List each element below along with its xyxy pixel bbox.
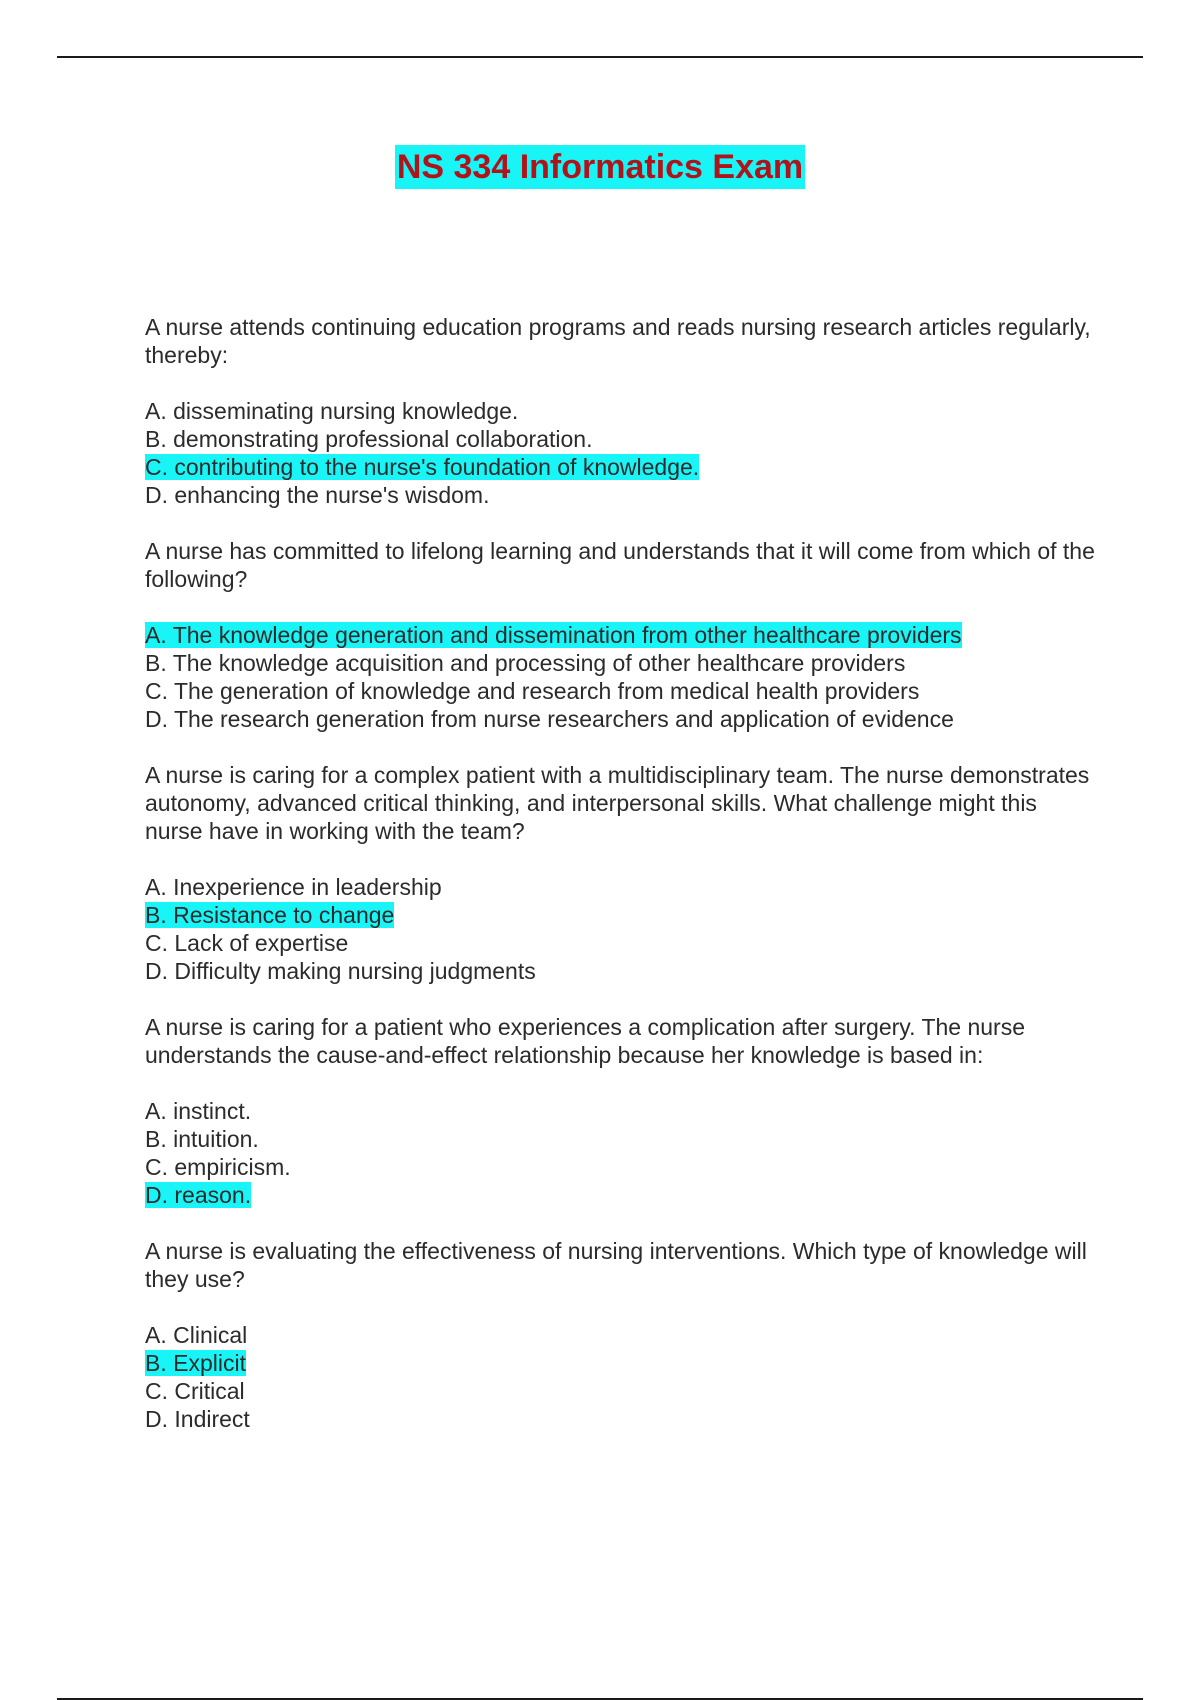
- answer-option: [145, 425, 1095, 453]
- answer-option: [145, 901, 1095, 929]
- answer-option: [145, 649, 1095, 677]
- answer-option: [145, 1377, 1095, 1405]
- answer-options: [145, 621, 1095, 733]
- highlighted-answer: B. Explicit: [145, 1350, 246, 1376]
- answer-option: [145, 1153, 1095, 1181]
- answer-label: D. Difficulty making nursing judgments: [145, 958, 536, 984]
- answer-options: [145, 873, 1095, 985]
- answer-option: [145, 1181, 1095, 1209]
- question-text: A nurse is evaluating the effectiveness of nursing interventions. Which type of knowledge will they use?: [145, 1238, 1087, 1292]
- answer-option: [145, 957, 1095, 985]
- answer-label: C. Lack of expertise: [145, 930, 349, 956]
- title-container: [0, 145, 1200, 189]
- answer-label: D. Indirect: [145, 1406, 250, 1432]
- exam-content: [145, 313, 1095, 1461]
- answer-option: [145, 705, 1095, 733]
- answer-option: [145, 1097, 1095, 1125]
- answer-label: D. The research generation from nurse researchers and application of evidence: [145, 706, 954, 732]
- answer-label: C. empiricism.: [145, 1154, 291, 1180]
- highlighted-answer: B. Resistance to change: [145, 902, 395, 928]
- answer-option: [145, 1405, 1095, 1433]
- answer-label: D. enhancing the nurse's wisdom.: [145, 482, 490, 508]
- answer-option: [145, 1349, 1095, 1377]
- answer-label: A. instinct.: [145, 1098, 252, 1124]
- highlighted-answer: A. The knowledge generation and dissemination from other healthcare providers: [145, 622, 962, 648]
- answer-options: [145, 397, 1095, 509]
- answer-option: [145, 453, 1095, 481]
- answer-label: C. Critical: [145, 1378, 245, 1404]
- highlighted-answer: D. reason.: [145, 1182, 252, 1208]
- answer-label: B. The knowledge acquisition and processing of other healthcare providers: [145, 650, 906, 676]
- answer-label: A. disseminating nursing knowledge.: [145, 398, 519, 424]
- answer-option: [145, 677, 1095, 705]
- highlighted-answer: C. contributing to the nurse's foundation of knowledge.: [145, 454, 700, 480]
- page-title: NS 334 Informatics Exam: [395, 145, 805, 189]
- answer-option: [145, 481, 1095, 509]
- top-divider: [57, 56, 1143, 58]
- answer-option: [145, 873, 1095, 901]
- answer-label: B. intuition.: [145, 1126, 259, 1152]
- answer-option: [145, 1321, 1095, 1349]
- question-text: A nurse is caring for a complex patient with a multidisciplinary team. The nurse demonstrates autonomy, advanced critical thinking, and interpersonal skills. What challenge might this nurse have in working with the team?: [145, 762, 1090, 844]
- answer-label: B. demonstrating professional collaboration.: [145, 426, 593, 452]
- answer-option: [145, 621, 1095, 649]
- answer-label: A. Inexperience in leadership: [145, 874, 442, 900]
- answer-option: [145, 929, 1095, 957]
- answer-label: C. The generation of knowledge and research from medical health providers: [145, 678, 920, 704]
- question-text: A nurse is caring for a patient who experiences a complication after surgery. The nurse understands the cause-and-effect relationship because her knowledge is based in:: [145, 1014, 1025, 1068]
- answer-options: [145, 1097, 1095, 1209]
- question-text: A nurse has committed to lifelong learning and understands that it will come from which of the following?: [145, 538, 1095, 592]
- answer-options: [145, 1321, 1095, 1433]
- question-text: A nurse attends continuing education programs and reads nursing research articles regularly, thereby:: [145, 314, 1091, 368]
- answer-option: [145, 1125, 1095, 1153]
- answer-option: [145, 397, 1095, 425]
- answer-label: A. Clinical: [145, 1322, 248, 1348]
